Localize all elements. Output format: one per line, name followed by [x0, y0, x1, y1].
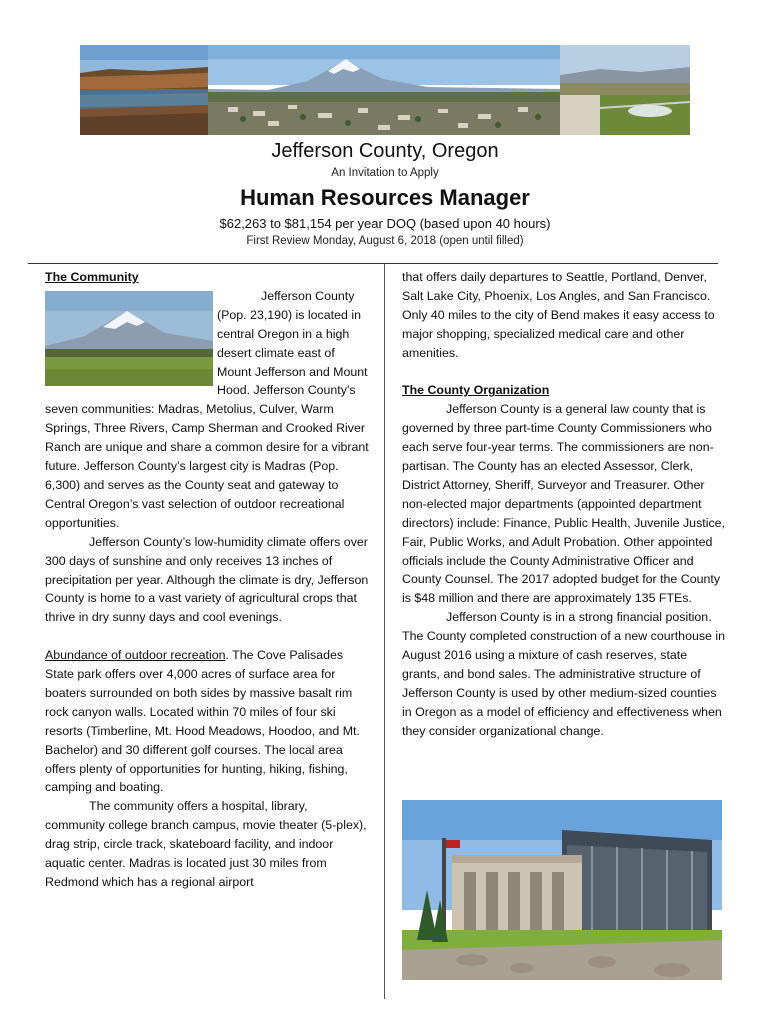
- farmland-irrigation-photo: [560, 45, 690, 135]
- organization-paragraph-2: Jefferson County is in a strong financial position. The County completed construction of a new courthouse in August 2016 using a mixture of cash reserves, state grants, and bond sales. The administrative structure of Jefferson County is used by other medium-sized counties in Oregon as a model of efficiency and effectiveness when they consider organizational change.: [402, 610, 726, 738]
- mountain-panorama-photo: [208, 45, 560, 135]
- organization-paragraph-1: Jefferson County is a general law county that is governed by three part-time County Commissioners who each serve four-year terms. The commissioners are non-partisan. The County has an elected Assessor, Clerk, District Attorney, Sheriff, Surveyor and Treasurer. Other non-elected major departments (appointed department directors) include: Finance, Public Health, Juvenile Justice, Fair, Public Works, and Adult Probation. Other appointed officials include the County Administrative Officer and County Counsel. The 2017 adopted budget for the County is $48 million and there are approximately 135 FTEs.: [402, 402, 725, 606]
- left-column: [45, 268, 370, 892]
- job-title: Human Resources Manager: [240, 185, 530, 210]
- salary-line: $62,263 to $81,154 per year DOQ (based upon 40 hours): [219, 216, 551, 231]
- mount-jefferson-photo: [45, 291, 213, 386]
- courthouse-photo: [402, 800, 722, 980]
- invitation-subtitle: An Invitation to Apply: [331, 167, 439, 179]
- community-heading: The Community: [45, 270, 139, 284]
- canyon-photo: [80, 45, 208, 135]
- recreation-paragraph-2: The community offers a hospital, library, community college branch campus, movie theater (5-plex), drag strip, circle track, skateboard facility, and indoor aquatic center. Madras is located just 30 miles from Redmond which has a regional airport: [45, 799, 367, 889]
- recreation-paragraph-3: that offers daily departures to Seattle, Portland, Denver, Salt Lake City, Phoenix, Los Angles, and San Francisco. Only 40 miles to the city of Bend makes it easy access to major shopping, specialized medical care and other amenities.: [402, 270, 715, 360]
- recreation-paragraph-1: Abundance of outdoor recreation. The Cove Palisades State park offers over 4,000 acres of surface area for boaters surrounded on both sides by massive basalt rim rock canyon walls. Located within 70 miles of four ski resorts (Timberline, Mt. Hood Meadows, Hoodoo, and Mt. Bachelor) and 30 different golf courses. The local area offers plenty of opportunities for hunting, hiking, fishing, camping and boating.: [45, 648, 360, 795]
- county-title: Jefferson County, Oregon: [271, 140, 499, 162]
- community-paragraph-1: Jefferson County (Pop. 23,190) is located in central Oregon in a high desert climate east of Mount Jefferson and Mount Hood. Jefferson County's seven communities: Madras, Metolius, Culver, Warm Springs, Three Rivers, Camp Sherman and Crooked River Ranch are unique and share a common desire for a vibrant future. Jefferson County’s largest city is Madras (Pop. 6,300) and serves as the County seat and gateway to Central Oregon’s vast selection of outdoor recreational opportunities.: [45, 288, 369, 530]
- header-divider: [28, 263, 718, 264]
- review-date-line: First Review Monday, August 6, 2018 (open until filled): [246, 235, 524, 247]
- organization-heading: The County Organization: [402, 383, 550, 398]
- recreation-heading: Abundance of outdoor recreation: [45, 648, 226, 663]
- right-column: [402, 268, 728, 741]
- community-paragraph-2: Jefferson County’s low-humidity climate offers over 300 days of sunshine and only receives 13 inches of precipitation per year. Although the climate is dry, Jefferson County is home to a vast variety of agricultural crops that thrive in dry sunny days and cool evenings.: [45, 534, 369, 625]
- column-divider: [384, 264, 385, 999]
